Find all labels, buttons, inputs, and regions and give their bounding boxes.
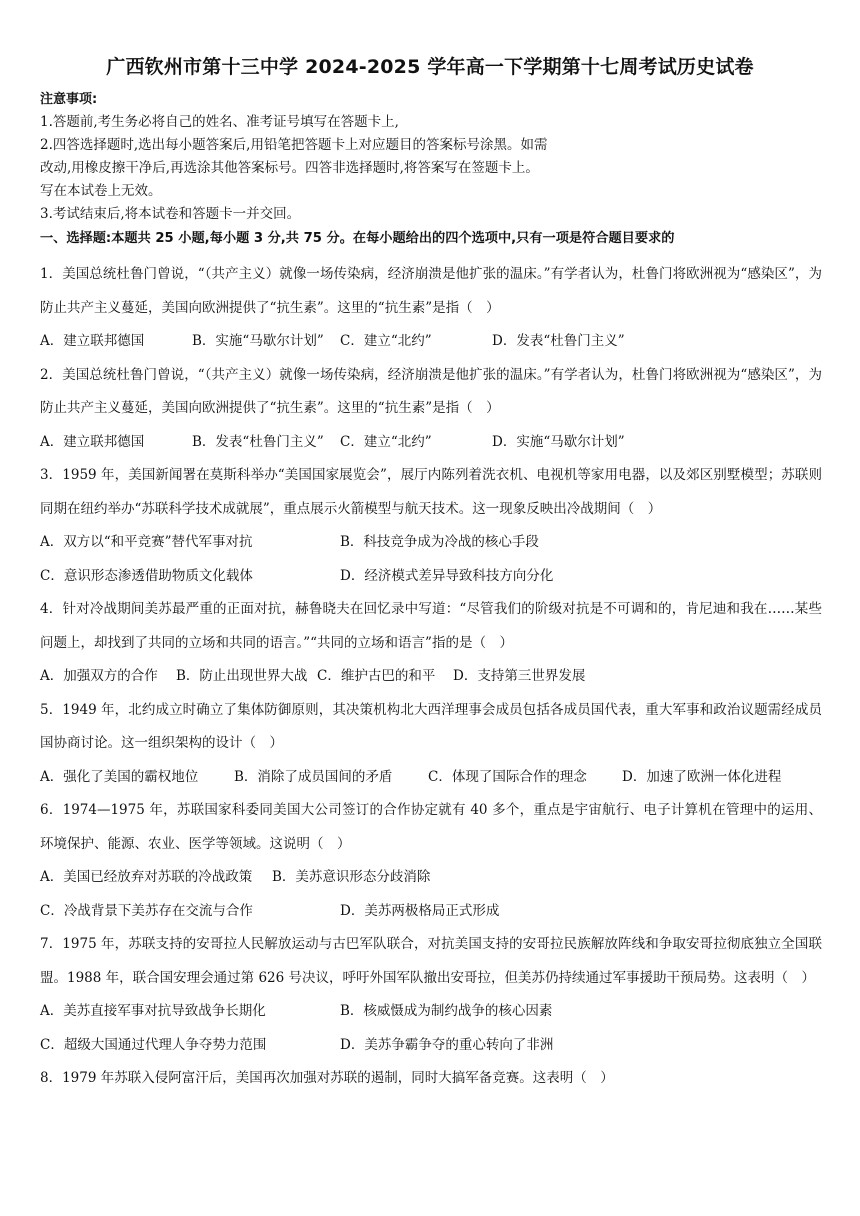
question-stem: 7．1975 年，苏联支持的安哥拉人民解放运动与古巴军队联合，对抗美国支持的安哥拉民族解放阵线和争取安哥拉彻底独立全国联盟。1988 年，联合国安理会通过第 626 号决议，呼吁外国军队撤出安哥拉，但美苏仍持续通过军事援助干预局势。这表明（ ）	[40, 936, 822, 986]
option-c: C．超级大国通过代理人争夺势力范围	[40, 1036, 267, 1053]
question-1	[40, 258, 822, 359]
option-d: D．加速了欧洲一体化进程	[622, 768, 782, 785]
page-title: 广西钦州市第十三中学 2024-2025 学年高一下学期第十七周考试历史试卷	[106, 56, 754, 78]
option-a: A．强化了美国的霸权地位	[40, 768, 199, 785]
question-stem: 2．美国总统杜鲁门曾说，“（共产主义）就像一场传染病，经济崩溃是他扩张的温床。”有学者认为，杜鲁门将欧洲视为“感染区”，为防止共产主义蔓延，美国向欧洲提供了“抗生素”。这里的“抗生素”是指（ ）	[40, 366, 822, 416]
question-stem: 1．美国总统杜鲁门曾说，“（共产主义）就像一场传染病，经济崩溃是他扩张的温床。”有学者认为，杜鲁门将欧洲视为“感染区”，为防止共产主义蔓延，美国向欧洲提供了“抗生素”。这里的“抗生素”是指（ ）	[40, 266, 822, 316]
notes-line: 改动,用橡皮擦干净后,再选涂其他答案标号。四答非选择题时,将答案写在签题卡上。	[40, 160, 539, 176]
question-stem: 3．1959 年，美国新闻署在莫斯科举办“美国国家展览会”，展厅内陈列着洗衣机、电视机等家用电器，以及郊区别墅模型；苏联则同期在纽约举办“苏联科学技术成就展”，重点展示火箭模型与航天技术。这一现象反映出冷战期间（ ）	[40, 467, 822, 517]
question-4	[40, 593, 822, 694]
option-d: D．实施“马歇尔计划”	[492, 433, 625, 450]
option-a: A．双方以“和平竞赛”替代军事对抗	[40, 534, 253, 550]
option-c: C．体现了国际合作的理念	[428, 768, 587, 785]
option-a: A．美苏直接军事对抗导致战争长期化	[40, 1003, 266, 1019]
question-stem: 4．针对冷战期间美苏最严重的正面对抗，赫鲁晓夫在回忆录中写道：“尽管我们的阶级对抗是不可调和的，肯尼迪和我在……某些问题上，却找到了共同的立场和共同的语言。”“共同的立场和语言”指的是（ ）	[40, 601, 822, 651]
question-list	[40, 258, 822, 1096]
option-d: D．美苏争霸争夺的重心转向了非洲	[340, 1036, 554, 1053]
option-a: A．建立联邦德国	[40, 433, 145, 450]
option-c: C．建立“北约”	[340, 433, 432, 450]
option-a: A．加强双方的合作	[40, 668, 158, 684]
option-row	[40, 325, 822, 359]
option-row	[40, 861, 822, 895]
question-8	[40, 1062, 822, 1096]
option-b: B．核威慑成为制约战争的核心因素	[340, 1003, 553, 1019]
question-stem: 5．1949 年，北约成立时确立了集体防御原则，其决策机构北大西洋理事会成员包括各成员国代表，重大军事和政治议题需经成员国协商讨论。这一组织架构的设计（ ）	[40, 701, 822, 751]
option-d: D．支持第三世界发展	[453, 668, 586, 684]
question-7	[40, 928, 822, 1062]
option-d: D．发表“杜鲁门主义”	[492, 333, 625, 349]
question-6	[40, 794, 822, 928]
option-c: C．意识形态渗透借助物质文化载体	[40, 567, 253, 584]
option-d: D．经济模式差异导致科技方向分化	[340, 567, 554, 584]
option-d: D．美苏两极格局正式形成	[340, 902, 500, 919]
exam-notes	[40, 88, 830, 226]
notes-line: 2.四答选择题时,选出每小题答案后,用铅笔把答题卡上对应题目的答案标号涂黑。如需	[40, 137, 548, 153]
option-c: C．建立“北约”	[340, 333, 432, 349]
option-row	[40, 895, 822, 929]
option-b: B．消除了成员国间的矛盾	[234, 768, 393, 785]
question-stem: 6．1974—1975 年，苏联国家科委同美国大公司签订的合作协定就有 40 多个，重点是宇宙航行、电子计算机在管理中的运用、环境保护、能源、农业、医学等领域。这说明（ ）	[40, 802, 822, 852]
option-row	[40, 1029, 822, 1063]
option-row	[40, 560, 822, 594]
option-b: B．科技竞争成为冷战的核心手段	[340, 534, 539, 550]
notes-heading: 注意事项:	[40, 92, 98, 107]
notes-line: 写在本试卷上无效。	[40, 183, 162, 199]
option-row	[40, 426, 822, 460]
question-3	[40, 459, 822, 593]
option-row	[40, 660, 822, 694]
question-stem: 8．1979 年苏联入侵阿富汗后，美国再次加强对苏联的遏制，同时大搞军备竞赛。这表明（ ）	[40, 1070, 614, 1086]
option-b: B．防止出现世界大战	[176, 668, 308, 684]
option-a: A．美国已经放弃对苏联的冷战政策	[40, 869, 253, 885]
question-2	[40, 359, 822, 460]
option-row	[40, 995, 822, 1029]
option-b: B．发表“杜鲁门主义”	[192, 433, 324, 450]
option-row	[40, 761, 822, 795]
notes-line: 1.答题前,考生务必将自己的姓名、准考证号填写在答题卡上,	[40, 114, 399, 130]
notes-line: 3.考试结束后,将本试卷和答题卡一并交回。	[40, 206, 301, 222]
section-heading: 一、选择题:本题共 25 小题,每小题 3 分,共 75 分。在每小题给出的四个选项中,只有一项是符合题目要求的	[40, 231, 675, 246]
option-b: B．美苏意识形态分歧消除	[272, 869, 431, 885]
question-5	[40, 694, 822, 795]
option-b: B．实施“马歇尔计划”	[192, 333, 324, 349]
option-a: A．建立联邦德国	[40, 333, 145, 349]
option-row	[40, 526, 822, 560]
option-c: C．冷战背景下美苏存在交流与合作	[40, 902, 253, 919]
option-c: C．维护古巴的和平	[317, 668, 436, 684]
